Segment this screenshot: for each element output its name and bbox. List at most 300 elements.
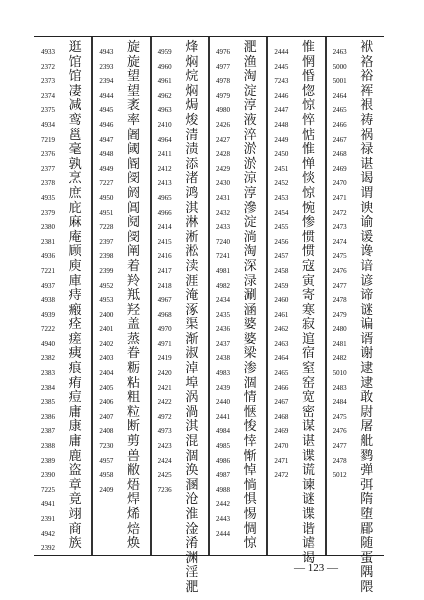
character: 淑 (185, 346, 199, 362)
code-number: 2465 (332, 106, 347, 115)
character: 粗 (126, 390, 140, 406)
character: 旋 (126, 54, 140, 70)
code-number: 2378 (41, 179, 55, 188)
character: 谒 (360, 171, 374, 187)
character: 溷 (185, 477, 199, 493)
character: 添 (185, 156, 199, 172)
code-number: 2475 (332, 252, 347, 261)
character: 隅 (360, 565, 374, 581)
code-number: 2420 (157, 369, 172, 378)
character: 涮 (243, 288, 257, 304)
code-number: 4942 (41, 529, 55, 538)
character: 淤 (243, 156, 257, 172)
column-group (209, 37, 267, 555)
code-number: 2432 (215, 208, 230, 217)
character: 毫 (68, 142, 82, 158)
page-number: — 123 — (294, 562, 338, 574)
code-number: 2433 (215, 223, 230, 232)
column-group (92, 37, 150, 555)
code-number: 2422 (157, 398, 172, 407)
code-number: 2406 (99, 398, 114, 407)
code-number: 4971 (157, 339, 172, 348)
character: 麻 (68, 215, 82, 231)
code-number: 4958 (99, 471, 114, 480)
character: 惯 (301, 244, 315, 260)
character: 庸 (68, 434, 82, 450)
character: 庸 (68, 404, 82, 420)
character: 渗 (243, 361, 257, 377)
code-column (326, 37, 350, 555)
character: 涿 (185, 302, 199, 318)
code-number: 2440 (215, 398, 230, 407)
character: 裕 (360, 69, 374, 85)
character: 瘥 (68, 331, 82, 347)
code-number: 2443 (215, 515, 230, 523)
code-number: 2466 (274, 383, 289, 392)
code-number: 4984 (215, 427, 230, 436)
code-number: 4941 (41, 500, 55, 509)
character: 沧 (185, 492, 199, 508)
code-number: 5010 (332, 369, 347, 378)
code-number: 2482 (332, 354, 347, 363)
character: 谒 (301, 550, 315, 566)
code-number: 4960 (157, 62, 172, 71)
code-number: 7221 (41, 266, 55, 275)
code-number: 2435 (215, 310, 230, 319)
character: 淘 (243, 69, 257, 85)
code-number: 4936 (41, 252, 55, 261)
code-number: 2469 (274, 427, 289, 436)
character: 滲 (243, 200, 257, 216)
code-number: 4968 (157, 310, 172, 319)
code-column (267, 37, 291, 555)
code-number: 2469 (332, 164, 347, 173)
character: 涸 (185, 448, 199, 464)
code-number: 2472 (274, 471, 289, 480)
character: 阇 (126, 127, 140, 143)
character: 痍 (68, 346, 82, 362)
character: 阋 (126, 215, 140, 231)
code-number: 2457 (274, 252, 289, 261)
code-number: 2465 (274, 369, 289, 378)
character: 敢 (360, 390, 374, 406)
code-number: 2446 (274, 91, 289, 100)
character: 宽 (301, 390, 315, 406)
character: 谜 (301, 492, 315, 508)
character: 淘 (243, 244, 257, 260)
character: 盖 (126, 317, 140, 333)
code-number: 2411 (157, 150, 172, 159)
code-number: 2463 (332, 48, 347, 56)
code-number: 2372 (41, 62, 55, 71)
character: 康 (68, 419, 82, 435)
character: 邕 (68, 127, 82, 143)
code-number: 4972 (157, 412, 172, 421)
code-number: 2407 (99, 412, 114, 421)
code-number: 7228 (99, 223, 114, 232)
code-number: 2424 (157, 456, 172, 465)
character: 谍 (301, 448, 315, 464)
code-number: 2478 (332, 296, 347, 305)
code-number: 2458 (274, 266, 289, 275)
character: 密 (301, 404, 315, 420)
code-number: 2394 (99, 77, 114, 86)
code-number: 2479 (332, 310, 347, 319)
character: 谎 (301, 463, 315, 479)
character: 屠 (360, 419, 374, 435)
character: 粒 (126, 404, 140, 420)
character: 惯 (301, 229, 315, 245)
character: 谌 (360, 156, 374, 172)
character: 谝 (360, 317, 374, 333)
character: 凄 (68, 83, 82, 99)
code-number: 7241 (215, 252, 230, 261)
code-number: 2453 (274, 193, 289, 202)
character: 淤 (243, 142, 257, 158)
character: 梁 (243, 346, 257, 362)
character: 谑 (301, 536, 315, 552)
code-number: 2373 (41, 77, 55, 86)
character: 窑 (301, 375, 315, 391)
character: 深 (243, 258, 257, 274)
character: 惛 (301, 69, 315, 85)
character: 渊 (185, 550, 199, 566)
code-number: 2391 (41, 515, 55, 523)
character: 惊 (301, 185, 315, 201)
code-number: 2438 (215, 354, 230, 363)
character: 裉 (360, 98, 374, 114)
code-number: 2410 (157, 120, 172, 129)
character-column (58, 37, 92, 555)
character: 涵 (243, 302, 257, 318)
code-number: 4981 (215, 266, 230, 275)
character: 庇 (68, 200, 82, 216)
character: 惝 (243, 477, 257, 493)
character: 堕 (360, 507, 374, 522)
code-number: 4944 (99, 91, 114, 100)
code-number: 2413 (157, 179, 172, 188)
character: 情 (243, 390, 257, 406)
code-number: 4982 (215, 281, 230, 290)
character: 鹨 (360, 448, 374, 464)
character: 涸 (243, 375, 257, 391)
column-group (34, 37, 92, 555)
character: 谏 (301, 477, 315, 493)
code-number: 4963 (157, 106, 172, 115)
code-number: 4947 (99, 135, 114, 144)
character: 逮 (360, 361, 374, 377)
code-number: 2383 (41, 369, 55, 378)
code-number: 2471 (332, 193, 347, 202)
code-number: 4952 (99, 281, 114, 290)
code-number: 2455 (274, 223, 289, 232)
code-number: 4935 (41, 193, 55, 202)
character-column (350, 37, 384, 595)
code-number: 2437 (215, 339, 230, 348)
character: 鸿 (185, 185, 199, 201)
character: 尉 (360, 404, 374, 420)
character: 淝 (185, 579, 199, 595)
code-number: 4967 (157, 296, 172, 305)
character: 竟 (68, 492, 82, 508)
character: 弹 (360, 463, 374, 479)
code-number: 2450 (274, 150, 289, 159)
character: 裈 (360, 83, 374, 99)
code-number: 2389 (41, 456, 55, 465)
character: 惆 (243, 521, 257, 537)
code-number: 2460 (274, 296, 289, 305)
character: 敝 (126, 463, 140, 479)
code-number: 4937 (41, 281, 55, 290)
code-number: 2434 (215, 296, 230, 305)
character: 谕 (360, 215, 374, 231)
character: 烽 (185, 40, 199, 55)
code-number: 2442 (215, 500, 230, 509)
character: 淬 (243, 127, 257, 143)
character: 渍 (185, 142, 199, 158)
code-number: 4934 (41, 120, 55, 129)
character: 庶 (68, 185, 82, 201)
code-number: 2401 (99, 325, 114, 334)
character: 馆 (68, 54, 82, 70)
code-number: 2461 (274, 310, 289, 319)
character: 寅 (301, 273, 315, 289)
character: 焌 (185, 112, 199, 128)
character: 逮 (360, 375, 374, 391)
character: 鸾 (68, 112, 82, 128)
code-number: 2480 (332, 325, 347, 334)
code-number: 2430 (215, 179, 230, 188)
character: 寄 (301, 288, 315, 304)
character-column (291, 37, 325, 566)
character: 淳 (243, 185, 257, 201)
code-number: 2380 (41, 223, 55, 232)
character: 袱 (360, 40, 374, 55)
character: 馆 (68, 69, 82, 85)
character: 庾 (68, 258, 82, 274)
code-number: 2475 (332, 412, 347, 421)
character: 渠 (185, 317, 199, 333)
character: 淹 (185, 288, 199, 304)
code-number: 7236 (157, 485, 172, 494)
character: 盗 (68, 463, 82, 479)
code-number: 2470 (332, 179, 347, 188)
character: 粘 (126, 375, 140, 391)
code-number: 2452 (274, 179, 289, 188)
code-number: 2470 (274, 442, 289, 451)
code-number: 2444 (274, 48, 289, 56)
character: 惚 (301, 83, 315, 99)
code-number: 2462 (274, 325, 289, 334)
character: 禄 (360, 142, 374, 158)
character: 惧 (243, 492, 257, 508)
character: 悻 (243, 434, 257, 450)
character: 惮 (301, 156, 315, 172)
code-number: 4988 (215, 485, 230, 494)
character: 羝 (126, 288, 140, 304)
code-number: 2409 (99, 485, 114, 494)
code-number: 7227 (99, 179, 114, 188)
character: 焕 (126, 536, 140, 552)
character: 旋 (126, 40, 140, 55)
code-number: 2428 (215, 150, 230, 159)
character: 烹 (68, 171, 82, 187)
character: 悼 (243, 463, 257, 479)
character: 惦 (301, 127, 315, 143)
character: 望 (126, 83, 140, 99)
code-number: 2474 (332, 237, 347, 246)
code-number: 2464 (332, 91, 347, 100)
code-number: 7240 (215, 237, 230, 246)
character: 谓 (360, 185, 374, 201)
character: 羟 (126, 302, 140, 318)
code-number: 5012 (332, 471, 347, 480)
code-number: 2477 (332, 442, 347, 451)
character: 族 (68, 536, 82, 552)
character: 章 (68, 477, 82, 493)
code-number: 2384 (41, 383, 55, 392)
code-number: 4966 (157, 208, 172, 217)
code-number: 2419 (157, 354, 172, 363)
character: 淆 (185, 536, 199, 552)
code-number: 2445 (274, 62, 289, 71)
code-number: 4959 (157, 48, 172, 56)
character: 焐 (126, 477, 140, 493)
character: 惟 (301, 142, 315, 158)
code-number: 2456 (274, 237, 289, 246)
code-number: 2483 (332, 383, 347, 392)
character: 顾 (68, 244, 82, 260)
code-number: 2448 (274, 120, 289, 129)
code-number: 2377 (41, 164, 55, 173)
code-number: 2473 (332, 223, 347, 232)
code-number: 2418 (157, 281, 172, 290)
code-number: 2476 (332, 266, 347, 275)
code-number: 2467 (332, 135, 347, 144)
code-number: 2436 (215, 325, 230, 334)
character: 逛 (68, 40, 82, 55)
character: 婆 (243, 317, 257, 333)
character-column (116, 37, 150, 555)
character: 烷 (185, 69, 199, 85)
code-number: 2405 (99, 383, 114, 392)
code-number: 4949 (99, 164, 114, 173)
code-number: 2439 (215, 383, 230, 392)
code-number: 4940 (41, 339, 55, 348)
code-number: 4933 (41, 48, 55, 56)
code-number: 4964 (157, 135, 172, 144)
character: 谖 (360, 229, 374, 245)
code-number: 4978 (215, 77, 230, 86)
code-number: 7225 (41, 485, 55, 494)
character: 痔 (68, 288, 82, 304)
code-column (151, 37, 175, 555)
code-column (209, 37, 233, 555)
character: 隈 (360, 579, 374, 595)
character: 悛 (243, 419, 257, 435)
character: 悴 (301, 112, 315, 128)
code-number: 2426 (215, 120, 230, 129)
code-number: 4977 (215, 62, 230, 71)
character-column (233, 37, 267, 555)
code-number: 2416 (157, 252, 172, 261)
code-number: 4939 (41, 310, 55, 319)
code-number: 4945 (99, 106, 114, 115)
code-number: 4965 (157, 193, 172, 202)
character: 袼 (360, 54, 374, 70)
code-number: 2392 (41, 544, 55, 553)
code-number: 2402 (99, 339, 114, 348)
character: 淇 (185, 419, 199, 435)
character: 袤 (126, 98, 140, 114)
code-number: 4938 (41, 296, 55, 305)
code-number: 4976 (215, 48, 230, 56)
character: 随 (360, 536, 374, 552)
code-number: 2478 (332, 456, 347, 465)
code-number: 2393 (99, 62, 114, 71)
code-number: 2414 (157, 223, 172, 232)
character: 渎 (185, 258, 199, 274)
code-number: 2415 (157, 237, 172, 246)
code-number: 2375 (41, 106, 55, 115)
code-number: 4961 (157, 77, 172, 86)
character: 痊 (68, 317, 82, 333)
code-number: 2408 (99, 427, 114, 436)
code-number: 2477 (332, 281, 347, 290)
code-number: 2412 (157, 164, 172, 173)
character: 羚 (126, 273, 140, 289)
code-number: 5000 (332, 62, 347, 71)
code-number: 4987 (215, 471, 230, 480)
code-number: 2387 (41, 427, 55, 436)
code-number: 2423 (157, 442, 172, 451)
character: 剪 (126, 434, 140, 450)
code-number: 2400 (99, 310, 114, 319)
character: 液 (243, 112, 257, 128)
character: 寂 (301, 317, 315, 333)
character: 惨 (301, 215, 315, 231)
code-number: 2398 (99, 252, 114, 261)
code-number: 4979 (215, 91, 230, 100)
code-number: 4986 (215, 456, 230, 465)
code-number: 4973 (157, 427, 172, 436)
character: 痘 (68, 390, 82, 406)
character: 谌 (301, 434, 315, 450)
code-number: 7219 (41, 135, 55, 144)
character: 渌 (243, 273, 257, 289)
code-number: 2466 (332, 120, 347, 129)
character: 惊 (301, 98, 315, 114)
character: 谛 (360, 288, 374, 304)
character: 庵 (68, 229, 82, 245)
character: 淳 (243, 98, 257, 114)
character: 阐 (126, 244, 140, 260)
character: 淖 (185, 361, 199, 377)
code-number: 2467 (274, 398, 289, 407)
code-number: 2381 (41, 237, 55, 246)
character: 惋 (301, 200, 315, 216)
character: 窒 (301, 361, 315, 377)
character: 谙 (360, 258, 374, 274)
character: 淫 (185, 565, 199, 581)
character: 弭 (360, 477, 374, 493)
character: 谢 (360, 346, 374, 362)
code-number: 2403 (99, 354, 114, 363)
character: 淅 (185, 229, 199, 245)
character: 谜 (360, 302, 374, 318)
character: 渐 (185, 331, 199, 347)
code-number: 4962 (157, 91, 172, 100)
